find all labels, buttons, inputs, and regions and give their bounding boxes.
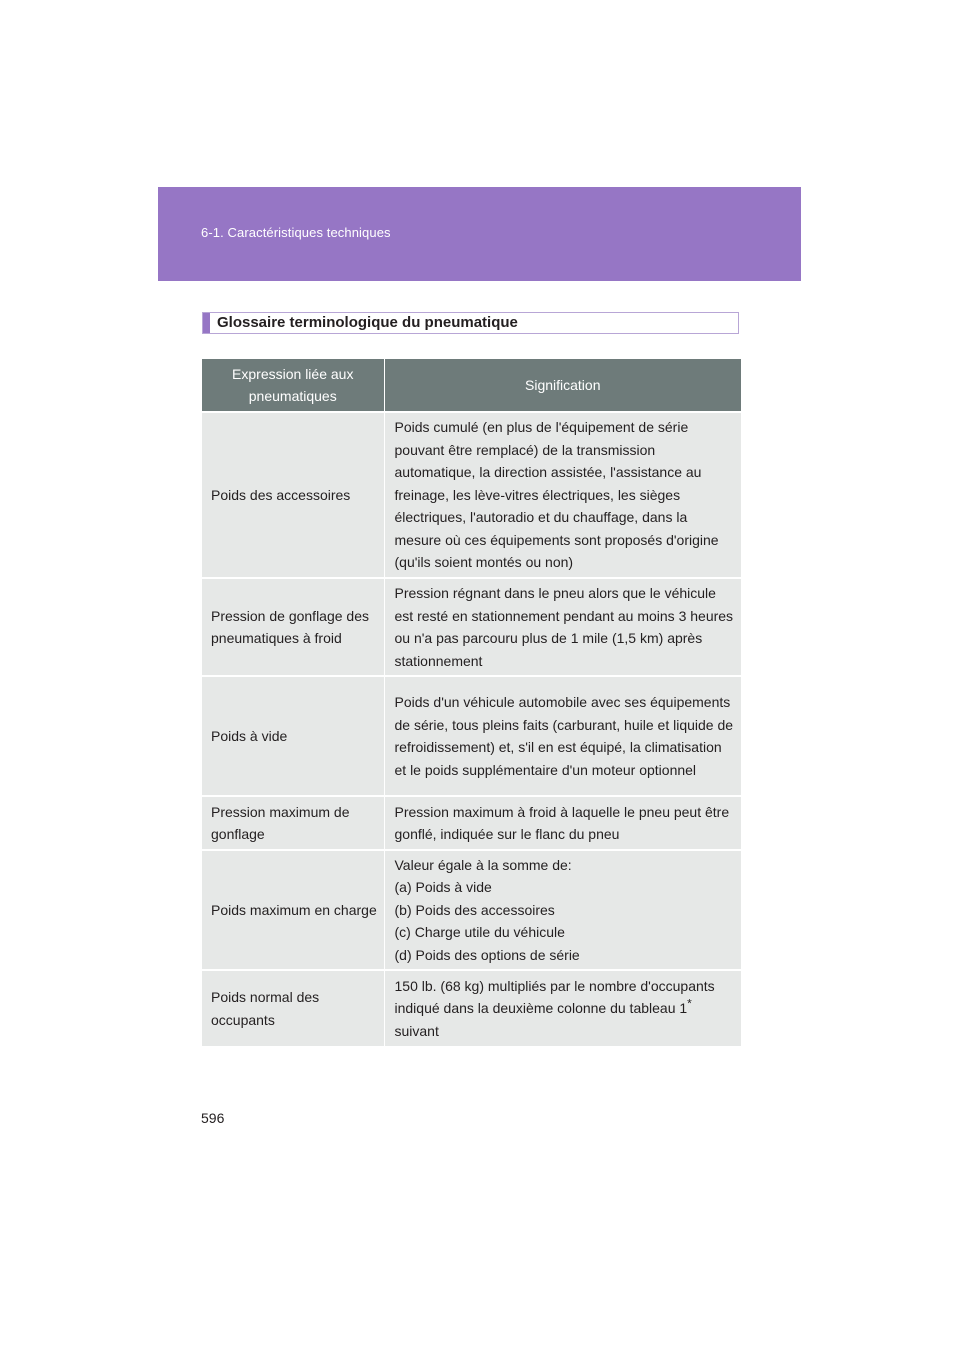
definition-line: (d) Poids des options de série (394, 946, 580, 963)
definition-line: (b) Poids des accessoires (394, 901, 555, 918)
definition-text-tail: suivant (394, 1022, 439, 1039)
term-cell: Poids des accessoires (202, 412, 384, 578)
column-header-term: Expression liée aux pneumatiques (202, 359, 384, 412)
table-header-row (202, 359, 741, 412)
section-title-box (202, 312, 739, 334)
column-header-meaning: Signification (384, 359, 741, 412)
term-cell: Pression de gonflage des pneumatiques à froid (202, 578, 384, 676)
table-row (202, 412, 741, 578)
table-row (202, 676, 741, 796)
definition-cell: Poids cumulé (en plus de l'équipement de série pouvant être remplacé) de la transmission automatique, la direction assistée, l'assistance au freinage, les lève-vitres électriques, les sièges électriques, l'autoradio et du chauffage, dans la mesure où ces équipements sont proposés d'origine (qu'ils soient montés ou non) (384, 412, 741, 578)
definition-text: 150 lb. (68 kg) multipliés par le nombre d'occupants indiqué dans la deuxième colonne du tableau 1 (394, 977, 715, 1017)
term-cell: Poids à vide (202, 676, 384, 796)
table-row (202, 970, 741, 1046)
term-cell: Poids normal des occupants (202, 970, 384, 1046)
definition-line: (c) Charge utile du véhicule (394, 924, 565, 941)
term-cell: Pression maximum de gonflage (202, 796, 384, 850)
table-row (202, 578, 741, 676)
table-row (202, 796, 741, 850)
definition-cell (384, 970, 741, 1046)
definition-cell: Poids d'un véhicule automobile avec ses équipements de série, tous pleins faits (carburant, huile et liquide de refroidissement) et, s'il en est équipé, la climatisation et le poids supplémentaire d'un moteur optionnel (384, 676, 741, 796)
definition-cell: Pression maximum à froid à laquelle le pneu peut être gonflé, indiquée sur le flanc du pneu (384, 796, 741, 850)
definition-cell (384, 850, 741, 970)
section-title-accent-bar (203, 313, 210, 333)
page-number: 596 (201, 1110, 225, 1126)
definition-line: Valeur égale à la somme de: (394, 856, 572, 873)
chapter-header-band (158, 187, 801, 281)
definition-cell: Pression régnant dans le pneu alors que le véhicule est resté en stationnement pendant au moins 3 heures ou n'a pas parcouru plus de 1 mile (1,5 km) après stationnement (384, 578, 741, 676)
definition-line: (a) Poids à vide (394, 879, 492, 896)
term-cell: Poids maximum en charge (202, 850, 384, 970)
table-row (202, 850, 741, 970)
chapter-section-label: 6-1. Caractéristiques techniques (201, 225, 391, 240)
glossary-table (202, 359, 741, 1046)
footnote-asterisk: * (687, 996, 692, 1011)
section-title: Glossaire terminologique du pneumatique (217, 314, 518, 331)
